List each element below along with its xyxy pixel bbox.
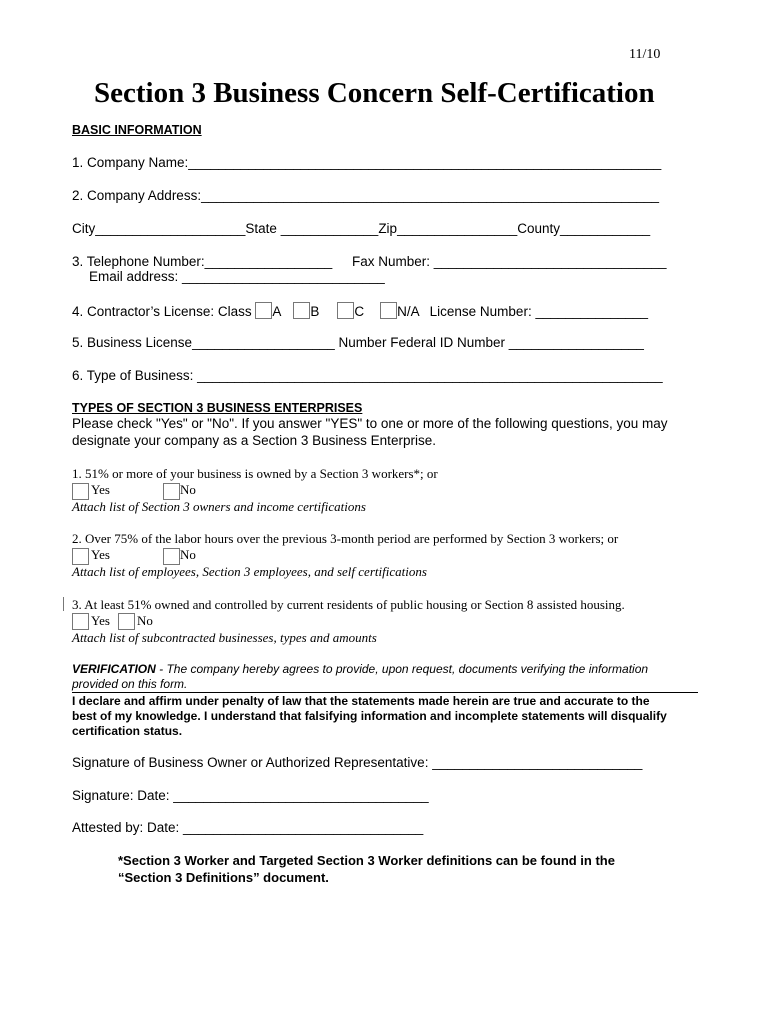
verification-line1 [72,662,648,676]
class-na-label: N/A [397,304,420,319]
city-label: City [72,221,96,236]
page-title: Section 3 Business Concern Self-Certification [94,77,655,109]
county-field[interactable]: ____________ [560,221,651,236]
types-intro-line2: designate your company as a Section 3 Business Enterprise. [72,433,436,448]
verification-divider [72,692,698,693]
question-1: 1. 51% or more of your business is owned by a Section 3 workers*; or [72,466,438,481]
declaration-line2: best of my knowledge. I understand that falsifying information and incomplete statements will disqualify [72,709,667,723]
business-type-field[interactable]: 6. Type of Business: ______________________________________________________________ [72,368,663,383]
q3-no-checkbox[interactable] [118,613,135,630]
q3-yes-label: Yes [91,613,110,628]
verification-line2: provided on this form. [72,677,188,691]
declaration-line3: certification status. [72,724,183,738]
owner-signature-field[interactable]: Signature of Business Owner or Authorized Representative: ____________________________ [72,755,643,770]
email-field[interactable]: Email address: ___________________________ [89,269,385,284]
state-field[interactable]: _____________ [276,221,379,236]
company-address-field[interactable]: 2. Company Address:_____________________________________________________________ [72,188,660,203]
types-heading: TYPES OF SECTION 3 BUSINESS ENTERPRISES [72,401,363,415]
question-3: 3. At least 51% owned and controlled by current residents of public housing or Section 8 assisted housing. [72,597,625,612]
class-a-label: A [272,304,282,319]
class-na-checkbox[interactable] [380,302,397,319]
contractor-license-label: 4. Contractor’s License: Class [72,304,256,319]
zip-label: Zip [378,221,398,236]
telephone-field[interactable]: 3. Telephone Number:_________________ [72,254,333,269]
footnote-line2: “Section 3 Definitions” document. [118,870,329,885]
class-a-checkbox[interactable] [255,302,272,319]
declaration-line1: I declare and affirm under penalty of law that the statements made herein are true and accurate to the [72,694,650,708]
q1-yes-label: Yes [91,482,110,497]
question-2: 2. Over 75% of the labor hours over the previous 3-month period are performed by Section 3 workers; or [72,531,619,546]
state-label: State [245,221,277,236]
class-b-label: B [310,304,320,319]
company-name-field[interactable]: 1. Company Name:_______________________________________________________________ [72,155,662,170]
fax-field[interactable]: Fax Number: _______________________________ [352,254,667,269]
class-c-checkbox[interactable] [337,302,354,319]
class-b-checkbox[interactable] [293,302,310,319]
class-c-label: C [354,304,365,319]
verification-text: - The company hereby agrees to provide, upon request, documents verifying the information [155,662,649,676]
q2-no-checkbox[interactable] [163,548,180,565]
contractor-license-row [72,302,648,319]
county-label: County [517,221,560,236]
q3-note: Attach list of subcontracted businesses, types and amounts [72,630,377,645]
business-license-row[interactable]: 5. Business License___________________ Number Federal ID Number __________________ [72,335,644,350]
basic-info-heading: BASIC INFORMATION [72,123,202,137]
q3-no-label: No [137,613,153,628]
types-intro-line1: Please check "Yes" or "No". If you answer "YES" to one or more of the following questions, you may [72,416,668,431]
zip-field[interactable]: ________________ [397,221,518,236]
q1-no-label: No [180,482,196,497]
text-cursor [63,597,64,611]
q2-no-label: No [180,547,196,562]
q1-yes-checkbox[interactable] [72,483,89,500]
form-date: 11/10 [629,47,661,62]
q2-yes-label: Yes [91,547,110,562]
city-field[interactable]: ____________________ [95,221,246,236]
footnote-line1: *Section 3 Worker and Targeted Section 3 Worker definitions can be found in the [118,853,615,868]
q2-note: Attach list of employees, Section 3 employees, and self certifications [72,564,427,579]
signature-date-field[interactable]: Signature: Date: __________________________________ [72,788,429,803]
q1-no-checkbox[interactable] [163,483,180,500]
attested-date-field[interactable]: Attested by: Date: ________________________________ [72,820,424,835]
verification-label: VERIFICATION [72,662,156,676]
q1-note: Attach list of Section 3 owners and income certifications [72,499,366,514]
q3-yes-checkbox[interactable] [72,613,89,630]
q2-yes-checkbox[interactable] [72,548,89,565]
license-number-field[interactable]: License Number: _______________ [429,304,649,319]
city-state-zip-row [72,221,650,236]
